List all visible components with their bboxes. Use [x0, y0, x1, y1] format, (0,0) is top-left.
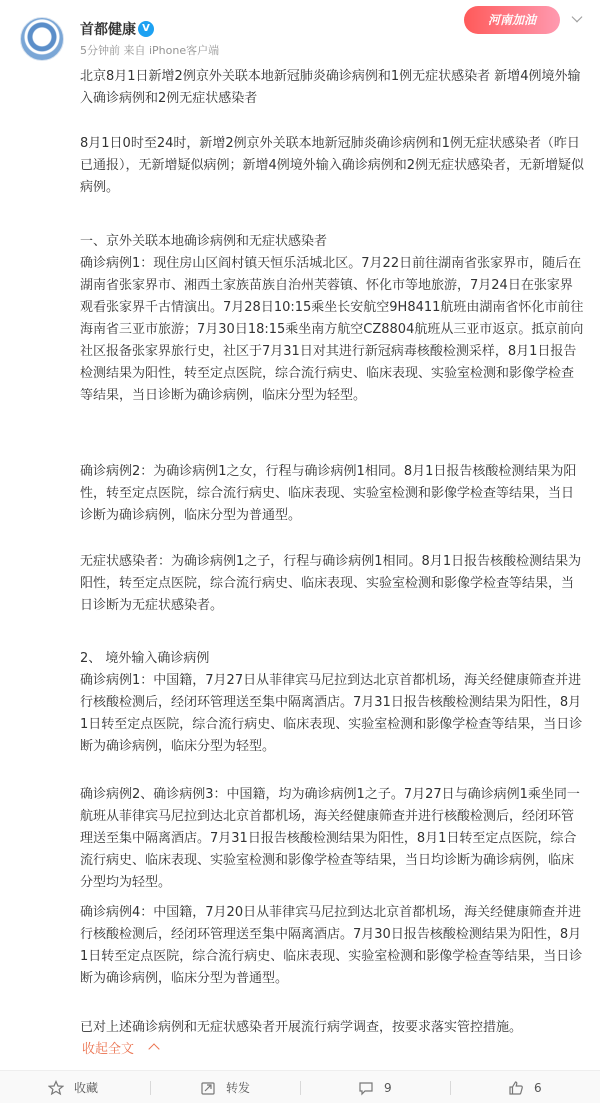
- avatar[interactable]: [20, 17, 64, 61]
- forward-icon: [200, 1080, 216, 1096]
- comment-count: 9: [384, 1080, 392, 1095]
- section-heading: 一、京外关联本地确诊病例和无症状感染者: [80, 234, 328, 249]
- comment-button[interactable]: [358, 1071, 392, 1103]
- comment-icon: [358, 1080, 374, 1096]
- favorite-button[interactable]: [48, 1071, 98, 1103]
- thumbs-up-icon: [508, 1080, 524, 1096]
- case-paragraph: 确诊病例2、确诊病例3：中国籍，均为确诊病例1之子。7月27日与确诊病例1乘坐同一航班从菲律宾马尼拉到达北京首都机场，海关经健康筛查并进行核酸检测后，经闭环管理送至集中隔离酒店。7月31日报告核酸检测结果为阳性，8月1日转至定点医院，综合流行病史、临床表现、实验室检测和影像学检查等结果，当日均诊断为确诊病例，临床分型均为轻型。: [80, 787, 580, 890]
- like-count: 6: [534, 1080, 542, 1095]
- campaign-badge[interactable]: 河南加油: [464, 6, 560, 34]
- case-paragraph: 确诊病例1：现住房山区阎村镇天恒乐活城北区。7月22日前往湖南省张家界市，随后在湖南省张家界市、湘西土家族苗族自治州芙蓉镇、怀化市等地旅游，7月24日在张家界观看张家界千古情演出。7月28日10:15乘坐长安航空9H8411航班由湖南省怀化市前往海南省三亚市旅游；7月30日18:15乘坐南方航空CZ8804航班从三亚市返京。抵京前向社区报备张家界旅行史，社区于7月31日对其进行新冠病毒核酸检测采样，8月1日报告检测结果为阳性，转至定点医院，综合流行病史、临床表现、实验室检测和影像学检查等结果，当日诊断为确诊病例，临床分型为轻型。: [80, 256, 584, 403]
- post-meta: 5分钟前 来自 iPhone客户端: [80, 44, 220, 57]
- forward-label: 转发: [226, 1081, 251, 1095]
- case-paragraph: 无症状感染者：为确诊病例1之子，行程与确诊病例1相同。8月1日报告核酸检测结果为阳性，转至定点医院，综合流行病史、临床表现、实验室检测和影像学检查等结果，当日诊断为无症状感染者。: [80, 554, 582, 613]
- author-name[interactable]: 首都健康: [80, 22, 136, 38]
- divider: [150, 1081, 151, 1095]
- forward-button[interactable]: [200, 1071, 250, 1103]
- divider: [300, 1081, 301, 1095]
- divider: [450, 1081, 451, 1095]
- case-paragraph: 确诊病例4：中国籍，7月20日从菲律宾马尼拉到达北京首都机场，海关经健康筛查并进行核酸检测后，经闭环管理送至集中隔离酒店。7月30日报告核酸检测结果为阳性，8月1日转至定点医院，综合流行病史、临床表现、实验室检测和影像学检查等结果，当日诊断为确诊病例，临床分型为普通型。: [80, 905, 583, 986]
- case-paragraph: 确诊病例1：中国籍，7月27日从菲律宾马尼拉到达北京首都机场，海关经健康筛查并进行核酸检测后，经闭环管理送至集中隔离酒店。7月31日报告核酸检测结果为阳性，8月1日转至定点医院，综合流行病史、临床表现、实验室检测和影像学检查等结果，当日诊断为确诊病例，临床分型为轻型。: [80, 673, 583, 754]
- collapse-link[interactable]: 收起全文: [82, 1042, 135, 1057]
- action-bar: [0, 1070, 600, 1103]
- post-title: 北京8月1日新增2例京外关联本地新冠肺炎确诊病例和1例无症状感染者 新增4例境外输入确诊病例和2例无症状感染者: [80, 69, 581, 106]
- post-summary: 8月1日0时至24时，新增2例京外关联本地新冠肺炎确诊病例和1例无症状感染者（昨日已通报），无新增疑似病例；新增4例境外输入确诊病例和2例无症状感染者，无新增疑似病例。: [80, 136, 585, 195]
- chevron-up-icon[interactable]: [148, 1043, 159, 1054]
- favorite-label: 收藏: [74, 1081, 99, 1095]
- chevron-down-icon[interactable]: [572, 12, 583, 23]
- case-paragraph: 确诊病例2：为确诊病例1之女，行程与确诊病例1相同。8月1日报告核酸检测结果为阳性，转至定点医院，综合流行病史、临床表现、实验室检测和影像学检查等结果，当日诊断为确诊病例，临床分型为普通型。: [80, 464, 577, 523]
- like-button[interactable]: [508, 1071, 542, 1103]
- post-closing: 已对上述确诊病例和无症状感染者开展流行病学调查，按要求落实管控措施。: [80, 1020, 523, 1035]
- post-header: [0, 0, 600, 62]
- verified-icon: V: [138, 21, 154, 37]
- star-icon: [48, 1080, 64, 1096]
- section-heading: 2、 境外输入确诊病例: [80, 651, 210, 666]
